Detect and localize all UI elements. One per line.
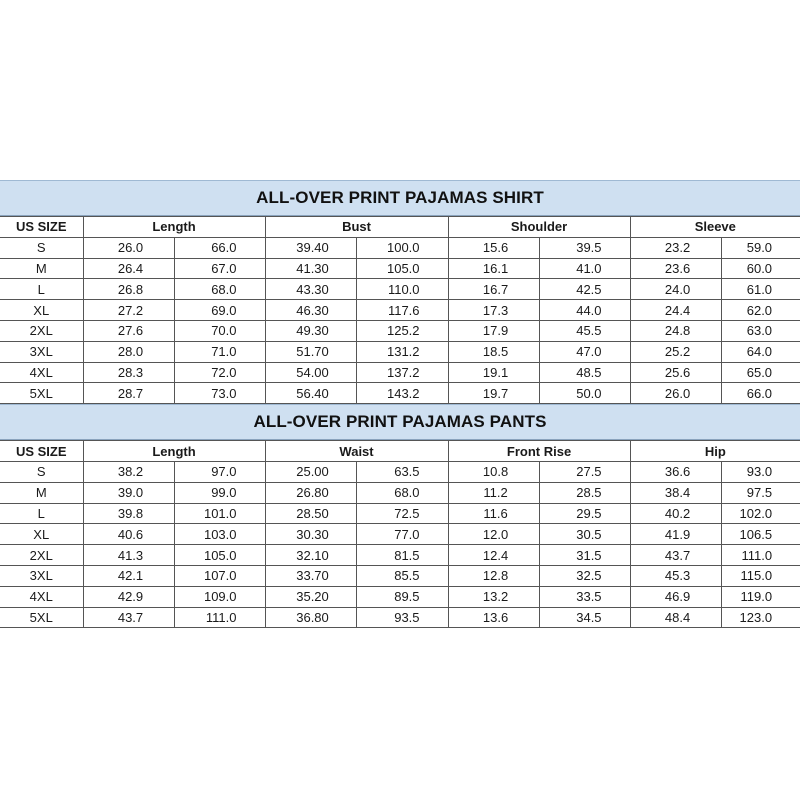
- size-cell: S: [0, 237, 83, 258]
- size-cell: 5XL: [0, 607, 83, 628]
- value-cell: 41.9: [630, 524, 721, 545]
- value-cell: 11.6: [448, 503, 539, 524]
- value-cell: 29.5: [539, 503, 630, 524]
- value-cell: 48.4: [630, 607, 721, 628]
- value-cell: 46.9: [630, 586, 721, 607]
- value-cell: 93.0: [721, 461, 800, 482]
- value-cell: 97.5: [721, 482, 800, 503]
- value-cell: 50.0: [539, 383, 630, 404]
- value-cell: 45.5: [539, 320, 630, 341]
- value-cell: 40.2: [630, 503, 721, 524]
- value-cell: 17.3: [448, 300, 539, 321]
- header-us-size: US SIZE: [0, 217, 83, 238]
- value-cell: 44.0: [539, 300, 630, 321]
- value-cell: 63.5: [356, 461, 448, 482]
- value-cell: 24.8: [630, 320, 721, 341]
- value-cell: 25.00: [265, 461, 356, 482]
- value-cell: 111.0: [174, 607, 265, 628]
- value-cell: 12.4: [448, 545, 539, 566]
- value-cell: 43.30: [265, 279, 356, 300]
- value-cell: 119.0: [721, 586, 800, 607]
- value-cell: 63.0: [721, 320, 800, 341]
- value-cell: 12.0: [448, 524, 539, 545]
- value-cell: 13.2: [448, 586, 539, 607]
- header-length: Length: [83, 217, 265, 238]
- value-cell: 35.20: [265, 586, 356, 607]
- header-waist: Waist: [265, 441, 448, 462]
- value-cell: 28.3: [83, 362, 174, 383]
- value-cell: 30.30: [265, 524, 356, 545]
- table-row: [0, 565, 800, 586]
- value-cell: 42.1: [83, 565, 174, 586]
- value-cell: 89.5: [356, 586, 448, 607]
- table-row: [0, 607, 800, 628]
- header-shoulder: Shoulder: [448, 217, 630, 238]
- value-cell: 36.80: [265, 607, 356, 628]
- table-row: [0, 362, 800, 383]
- shirt-size-table: [0, 216, 800, 404]
- value-cell: 125.2: [356, 320, 448, 341]
- value-cell: 47.0: [539, 341, 630, 362]
- value-cell: 109.0: [174, 586, 265, 607]
- value-cell: 85.5: [356, 565, 448, 586]
- value-cell: 19.1: [448, 362, 539, 383]
- table-row: [0, 503, 800, 524]
- value-cell: 26.80: [265, 482, 356, 503]
- value-cell: 33.70: [265, 565, 356, 586]
- size-cell: 4XL: [0, 586, 83, 607]
- header-us-size: US SIZE: [0, 441, 83, 462]
- size-cell: 5XL: [0, 383, 83, 404]
- value-cell: 34.5: [539, 607, 630, 628]
- value-cell: 30.5: [539, 524, 630, 545]
- size-cell: L: [0, 503, 83, 524]
- table-row: [0, 237, 800, 258]
- value-cell: 93.5: [356, 607, 448, 628]
- value-cell: 72.0: [174, 362, 265, 383]
- value-cell: 39.8: [83, 503, 174, 524]
- value-cell: 59.0: [721, 237, 800, 258]
- value-cell: 56.40: [265, 383, 356, 404]
- value-cell: 27.6: [83, 320, 174, 341]
- size-cell: 3XL: [0, 565, 83, 586]
- value-cell: 39.5: [539, 237, 630, 258]
- value-cell: 41.3: [83, 545, 174, 566]
- value-cell: 48.5: [539, 362, 630, 383]
- value-cell: 39.40: [265, 237, 356, 258]
- header-hip: Hip: [630, 441, 800, 462]
- size-cell: XL: [0, 524, 83, 545]
- value-cell: 26.4: [83, 258, 174, 279]
- value-cell: 72.5: [356, 503, 448, 524]
- value-cell: 69.0: [174, 300, 265, 321]
- value-cell: 32.10: [265, 545, 356, 566]
- size-cell: S: [0, 461, 83, 482]
- value-cell: 143.2: [356, 383, 448, 404]
- value-cell: 24.4: [630, 300, 721, 321]
- value-cell: 31.5: [539, 545, 630, 566]
- value-cell: 43.7: [630, 545, 721, 566]
- value-cell: 103.0: [174, 524, 265, 545]
- value-cell: 43.7: [83, 607, 174, 628]
- table-row: [0, 279, 800, 300]
- value-cell: 38.4: [630, 482, 721, 503]
- size-cell: M: [0, 258, 83, 279]
- value-cell: 23.6: [630, 258, 721, 279]
- value-cell: 11.2: [448, 482, 539, 503]
- value-cell: 41.30: [265, 258, 356, 279]
- value-cell: 99.0: [174, 482, 265, 503]
- pants-size-table: [0, 440, 800, 628]
- value-cell: 81.5: [356, 545, 448, 566]
- value-cell: 25.2: [630, 341, 721, 362]
- table-row: [0, 545, 800, 566]
- table-row: [0, 461, 800, 482]
- size-cell: 2XL: [0, 545, 83, 566]
- value-cell: 77.0: [356, 524, 448, 545]
- value-cell: 105.0: [174, 545, 265, 566]
- size-cell: 3XL: [0, 341, 83, 362]
- value-cell: 41.0: [539, 258, 630, 279]
- value-cell: 28.0: [83, 341, 174, 362]
- value-cell: 117.6: [356, 300, 448, 321]
- pants-table-body: [0, 461, 800, 627]
- pants-table-title: ALL-OVER PRINT PAJAMAS PANTS: [0, 404, 800, 440]
- value-cell: 137.2: [356, 362, 448, 383]
- value-cell: 62.0: [721, 300, 800, 321]
- table-row: [0, 320, 800, 341]
- header-length: Length: [83, 441, 265, 462]
- value-cell: 15.6: [448, 237, 539, 258]
- value-cell: 111.0: [721, 545, 800, 566]
- value-cell: 16.1: [448, 258, 539, 279]
- value-cell: 28.50: [265, 503, 356, 524]
- table-row: [0, 482, 800, 503]
- value-cell: 17.9: [448, 320, 539, 341]
- value-cell: 106.5: [721, 524, 800, 545]
- value-cell: 25.6: [630, 362, 721, 383]
- value-cell: 107.0: [174, 565, 265, 586]
- value-cell: 10.8: [448, 461, 539, 482]
- value-cell: 38.2: [83, 461, 174, 482]
- value-cell: 67.0: [174, 258, 265, 279]
- size-cell: 2XL: [0, 320, 83, 341]
- value-cell: 36.6: [630, 461, 721, 482]
- table-row: [0, 524, 800, 545]
- value-cell: 28.7: [83, 383, 174, 404]
- value-cell: 12.8: [448, 565, 539, 586]
- value-cell: 100.0: [356, 237, 448, 258]
- value-cell: 27.5: [539, 461, 630, 482]
- shirt-header-row: [0, 217, 800, 238]
- table-row: [0, 383, 800, 404]
- value-cell: 49.30: [265, 320, 356, 341]
- value-cell: 110.0: [356, 279, 448, 300]
- value-cell: 42.9: [83, 586, 174, 607]
- shirt-table-body: [0, 237, 800, 403]
- value-cell: 16.7: [448, 279, 539, 300]
- value-cell: 131.2: [356, 341, 448, 362]
- value-cell: 66.0: [721, 383, 800, 404]
- value-cell: 102.0: [721, 503, 800, 524]
- value-cell: 33.5: [539, 586, 630, 607]
- value-cell: 51.70: [265, 341, 356, 362]
- value-cell: 101.0: [174, 503, 265, 524]
- value-cell: 19.7: [448, 383, 539, 404]
- size-cell: 4XL: [0, 362, 83, 383]
- value-cell: 64.0: [721, 341, 800, 362]
- value-cell: 13.6: [448, 607, 539, 628]
- size-cell: M: [0, 482, 83, 503]
- header-sleeve: Sleeve: [630, 217, 800, 238]
- table-row: [0, 341, 800, 362]
- value-cell: 115.0: [721, 565, 800, 586]
- value-cell: 73.0: [174, 383, 265, 404]
- size-chart: [0, 180, 800, 628]
- header-bust: Bust: [265, 217, 448, 238]
- value-cell: 105.0: [356, 258, 448, 279]
- value-cell: 123.0: [721, 607, 800, 628]
- size-cell: L: [0, 279, 83, 300]
- value-cell: 60.0: [721, 258, 800, 279]
- value-cell: 45.3: [630, 565, 721, 586]
- value-cell: 40.6: [83, 524, 174, 545]
- value-cell: 28.5: [539, 482, 630, 503]
- value-cell: 42.5: [539, 279, 630, 300]
- table-row: [0, 300, 800, 321]
- value-cell: 23.2: [630, 237, 721, 258]
- value-cell: 39.0: [83, 482, 174, 503]
- value-cell: 26.8: [83, 279, 174, 300]
- header-front-rise: Front Rise: [448, 441, 630, 462]
- value-cell: 32.5: [539, 565, 630, 586]
- value-cell: 61.0: [721, 279, 800, 300]
- value-cell: 70.0: [174, 320, 265, 341]
- value-cell: 27.2: [83, 300, 174, 321]
- value-cell: 68.0: [356, 482, 448, 503]
- value-cell: 66.0: [174, 237, 265, 258]
- table-row: [0, 258, 800, 279]
- value-cell: 46.30: [265, 300, 356, 321]
- table-row: [0, 586, 800, 607]
- value-cell: 97.0: [174, 461, 265, 482]
- size-cell: XL: [0, 300, 83, 321]
- value-cell: 24.0: [630, 279, 721, 300]
- value-cell: 71.0: [174, 341, 265, 362]
- value-cell: 65.0: [721, 362, 800, 383]
- value-cell: 26.0: [630, 383, 721, 404]
- value-cell: 54.00: [265, 362, 356, 383]
- pants-header-row: [0, 441, 800, 462]
- value-cell: 26.0: [83, 237, 174, 258]
- shirt-table-title: ALL-OVER PRINT PAJAMAS SHIRT: [0, 180, 800, 216]
- value-cell: 68.0: [174, 279, 265, 300]
- value-cell: 18.5: [448, 341, 539, 362]
